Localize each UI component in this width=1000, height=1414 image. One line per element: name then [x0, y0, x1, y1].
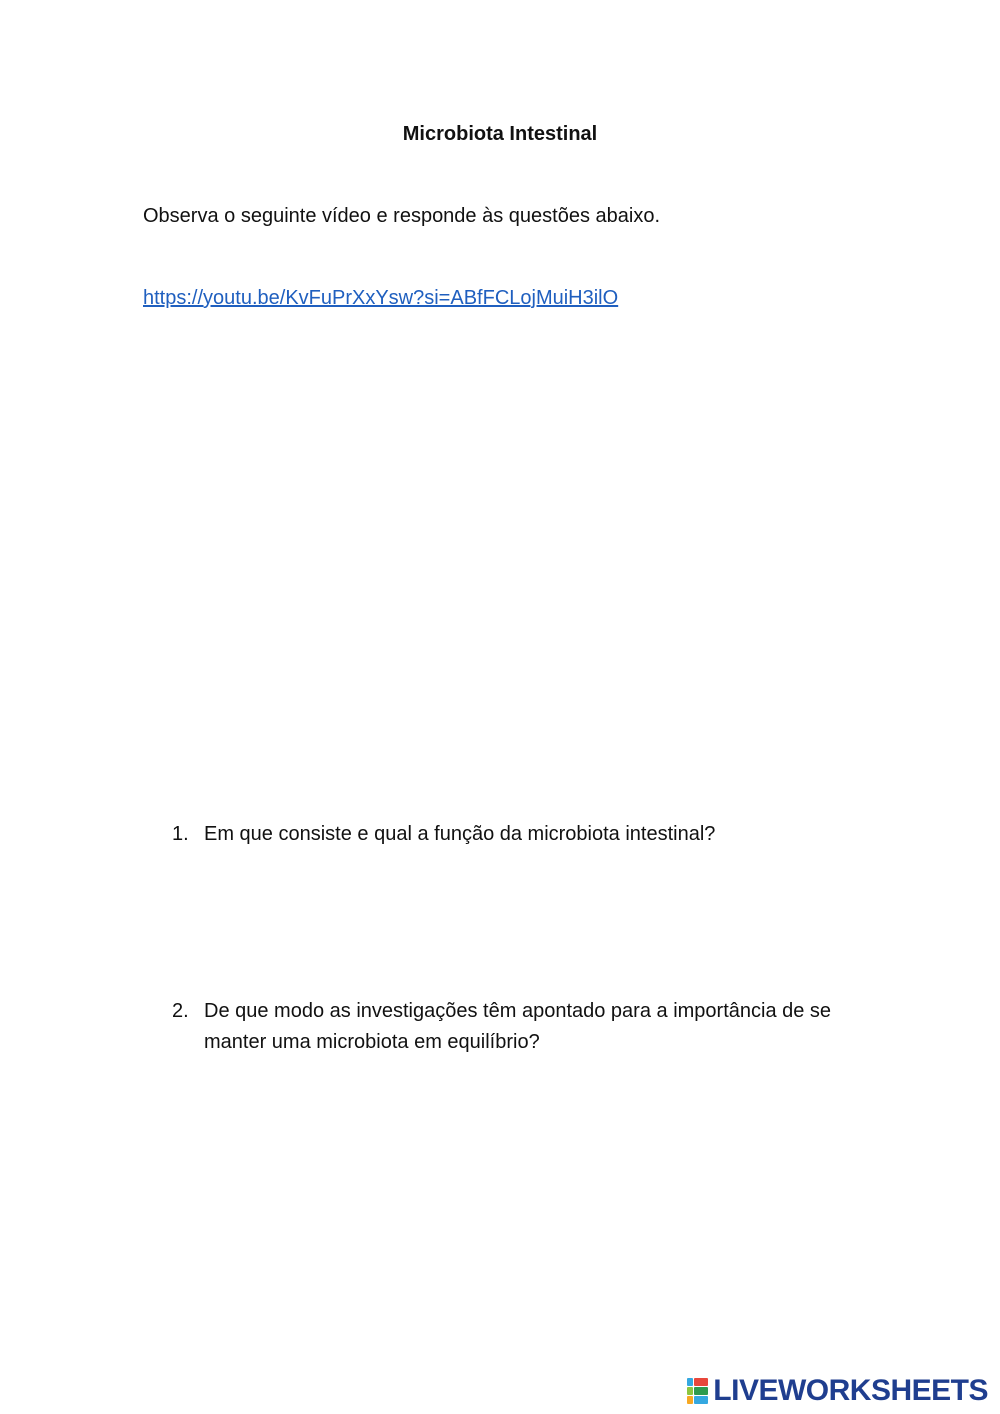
- video-link[interactable]: https://youtu.be/KvFuPrXxYsw?si=ABfFCLojMuiH3ilO: [143, 287, 619, 309]
- question-text: Em que consiste e qual a função da microbiota intestinal?: [204, 823, 716, 845]
- question-number: 2.: [172, 1000, 189, 1022]
- brand-name: LIVEWORKSHEETS: [713, 1374, 988, 1407]
- instructions-text: Observa o seguinte vídeo e responde às questões abaixo.: [143, 205, 661, 227]
- liveworksheets-logo-icon: [687, 1378, 709, 1404]
- question-number: 1.: [172, 823, 189, 845]
- liveworksheets-brand: [687, 1374, 988, 1408]
- page-title: Microbiota Intestinal: [402, 123, 598, 145]
- question-2: [172, 996, 862, 1058]
- question-1: [172, 819, 862, 850]
- question-text: De que modo as investigações têm apontado para a importância de se manter uma microbiota em equilíbrio?: [204, 1000, 832, 1053]
